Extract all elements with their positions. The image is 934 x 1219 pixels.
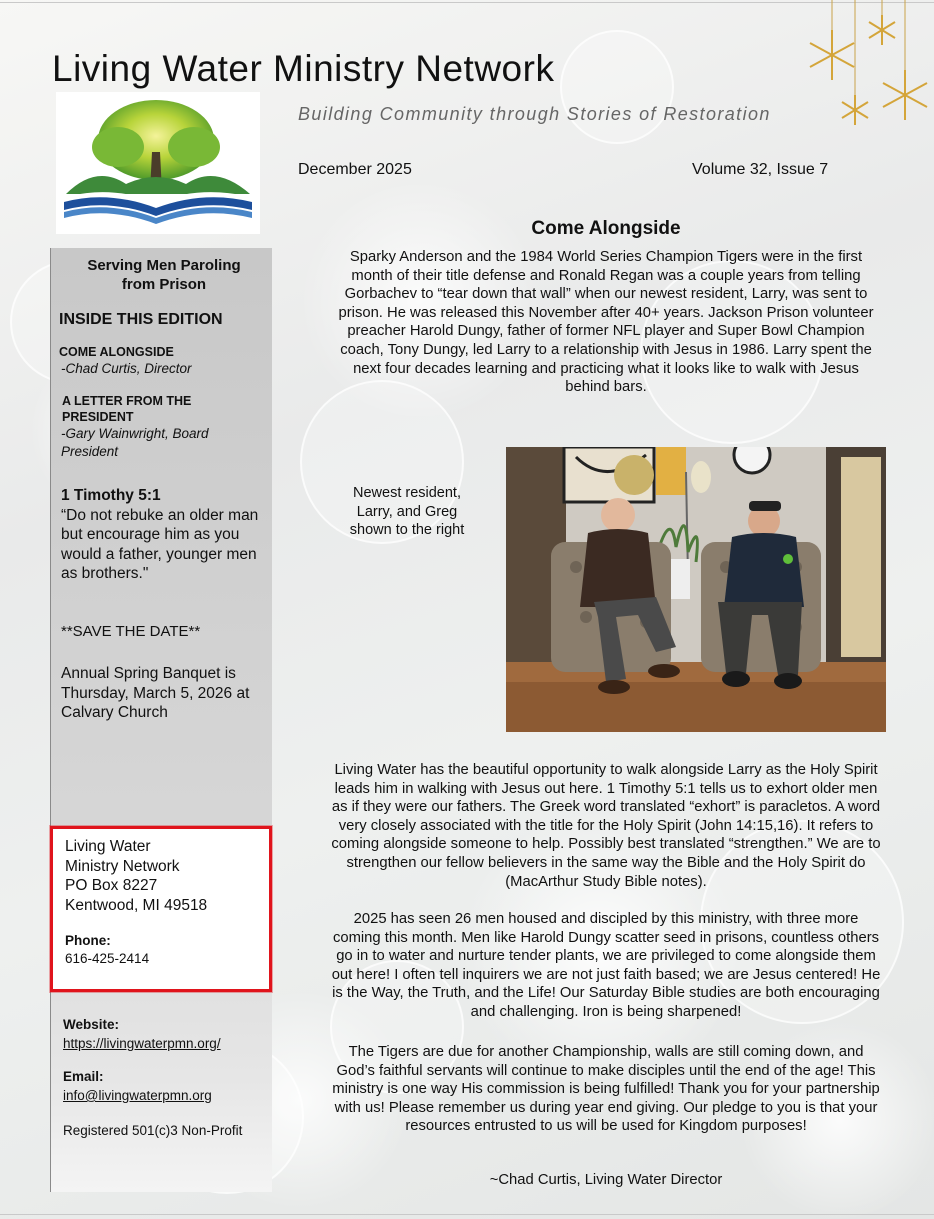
- article-paragraph: Sparky Anderson and the 1984 World Series Champion Tigers were in the first month of their title defense and Ronald Regan was a couple years from telling Gorbachev to “tear down that wall” when our newest resident, Larry, was sent to prison. He was released this November after 40+ years. Jackson Prison volunteer preacher Harold Dungy, father of former NFL player and Super Bowl Champion coach, Tony Dungy, led Larry to a relationship with Jesus in 1986. Larry spent the next four decades learning and practicing what it looks like to walk with Jesus behind bars.: [338, 249, 874, 396]
- verse-reference: 1 Timothy 5:1: [61, 487, 161, 504]
- bottom-rule: [0, 1214, 934, 1215]
- website-label: Website:: [63, 1017, 120, 1032]
- toc-entry-title: COME ALONGSIDE: [59, 345, 174, 359]
- save-the-date: **SAVE THE DATE**: [61, 623, 201, 640]
- verse-block: [61, 486, 261, 584]
- website-link[interactable]: https://livingwaterpmn.org/: [63, 1036, 221, 1051]
- sidebar-heading: Serving Men Paroling from Prison: [87, 257, 241, 293]
- newsletter-tagline: Building Community through Stories of Restoration: [298, 104, 771, 124]
- article-paragraph: Living Water has the beautiful opportunity to walk alongside Larry as the Holy Spirit leads him in walking with Jesus out here. 1 Timothy 5:1 tells us to exhort older men as if they were our fathers. The Greek word translated “exhort” is paracletos. A word very closely associated with the title for the Holy Spirit (John 14:15,16). It refers to coming alongside someone to help. Possibly best translated “strengthen.” We are to strengthen our fellow believers in the same way the Bible and the Holy Spirit do (MacArthur Study Bible notes).: [331, 762, 881, 890]
- address-line: Living Water: [65, 838, 151, 855]
- toc-entry: [59, 393, 259, 461]
- article-title: Come Alongside: [531, 218, 681, 239]
- article-paragraph: The Tigers are due for another Championship, walls are still coming down, and God’s faithful servants will continue to make disciples until the end of the age! This ministry is one way His commission is being fulfilled! Thank you for your partnership with us! Please remember us during year end giving. Our pledge to you is that your resources entrusted to us will be used for Kingdom purposes!: [332, 1044, 880, 1135]
- article-paragraph: 2025 has seen 26 men housed and discipled by this ministry, with three more coming this month. Men like Harold Dungy scatter seed in prisons, countless others go in to water and nurture tender plants, we are privileged to come alongside them out here! I often tell inquirers we are not just faith based; we are Jesus centered! He is the Way, the Truth, and the Life! Our Saturday Bible studies are both encouraging and challenging. Iron is being sharpened!: [331, 911, 881, 1020]
- newsletter-title: Living Water Ministry Network: [52, 48, 555, 89]
- issue-date: December 2025: [298, 161, 412, 178]
- toc-entry-byline: -Gary Wainwright, Board President: [61, 426, 209, 459]
- mailing-address: [65, 837, 207, 915]
- toc-entry-title: A LETTER FROM THE PRESIDENT: [62, 394, 192, 424]
- ministry-logo: [56, 92, 260, 234]
- email-link[interactable]: info@livingwaterpmn.org: [63, 1088, 212, 1103]
- address-line: PO Box 8227: [65, 877, 158, 894]
- banquet-notice: Annual Spring Banquet is Thursday, March 5, 2026 at Calvary Church: [61, 665, 250, 721]
- resident-photo: [506, 447, 886, 732]
- address-box: [50, 826, 272, 992]
- phone-label: Phone:: [65, 933, 111, 948]
- address-line: Ministry Network: [65, 857, 180, 875]
- bokeh-decoration: [560, 30, 674, 144]
- toc-entry: [59, 344, 259, 378]
- email-label: Email:: [63, 1069, 104, 1084]
- verse-text: “Do not rebuke an older man but encourage him as you would a father, younger men as brothers.": [61, 506, 259, 582]
- toc-entry-byline: -Chad Curtis, Director: [61, 361, 192, 376]
- phone-number: 616-425-2414: [65, 951, 150, 966]
- article-signature: ~Chad Curtis, Living Water Director: [489, 1172, 723, 1188]
- issue-volume: Volume 32, Issue 7: [692, 161, 829, 178]
- photo-caption: Newest resident, Larry, and Greg shown to the right: [349, 485, 465, 538]
- inside-edition-title: INSIDE THIS EDITION: [59, 311, 223, 328]
- registered-nonprofit: Registered 501(c)3 Non-Profit: [63, 1123, 243, 1138]
- snowflake-ornaments: [790, 0, 934, 140]
- address-line: Kentwood, MI 49518: [65, 896, 208, 914]
